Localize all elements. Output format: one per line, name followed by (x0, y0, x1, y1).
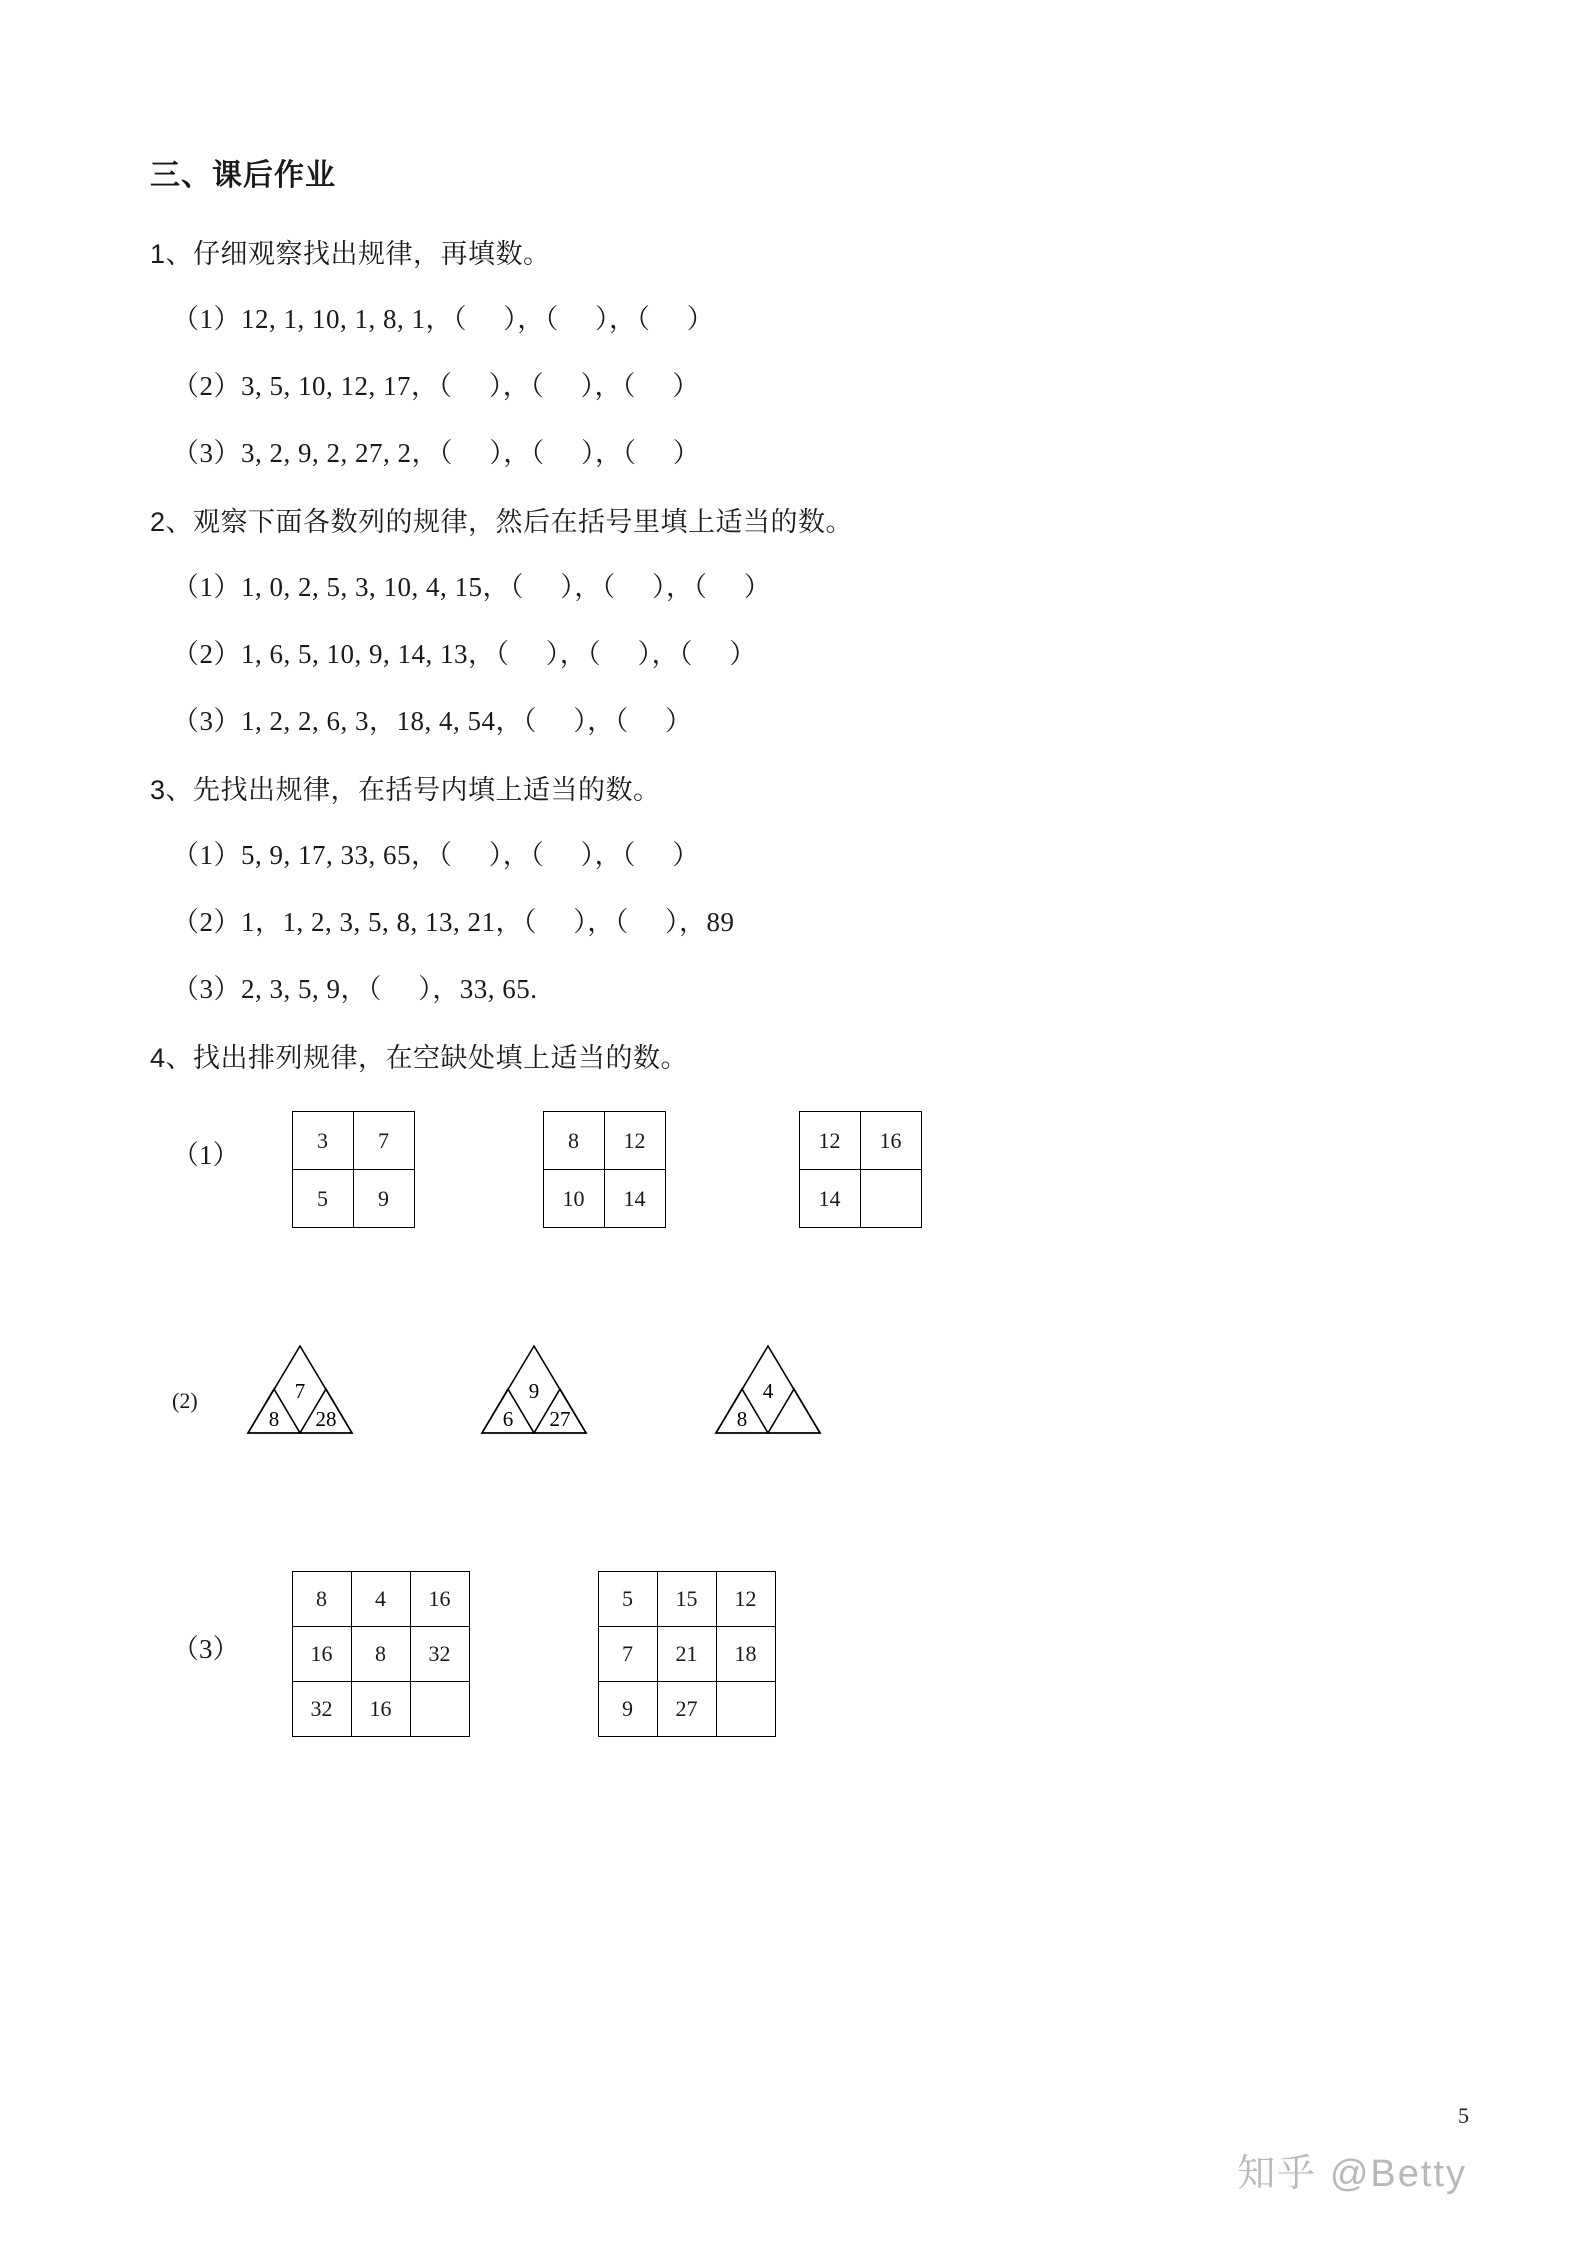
grid-cell: 16 (410, 1572, 469, 1627)
grid-cell: 7 (353, 1112, 414, 1170)
table-row (292, 1112, 414, 1170)
figure-label: （1） (172, 1140, 240, 1170)
figure-label: (2) (172, 1388, 198, 1413)
grid-cell: 27 (657, 1682, 716, 1737)
triangle-top-value: 7 (294, 1379, 305, 1403)
table-row (799, 1112, 921, 1170)
triangle-top-value: 9 (528, 1379, 539, 1403)
number-grid (292, 1111, 415, 1228)
grid-cell: 16 (351, 1682, 410, 1737)
table-row (292, 1170, 414, 1228)
grid-cell: 3 (292, 1112, 353, 1170)
question-item: （1）5, 9, 17, 33, 65，（ ），（ ），（ ） (172, 840, 700, 870)
triangle-figure (474, 1336, 664, 1461)
triangle-left-value: 6 (502, 1407, 513, 1431)
question-item: （3）2, 3, 5, 9，（ ），33, 65. (172, 974, 538, 1004)
page-number: 5 (1458, 2103, 1469, 2128)
grid-cell: 16 (860, 1112, 921, 1170)
grid-cell: 8 (351, 1627, 410, 1682)
grid-cell: 14 (799, 1170, 860, 1228)
question-item: （3）1, 2, 2, 6, 3，18, 4, 54，（ ），（ ） (172, 706, 693, 736)
grid-cell: 8 (543, 1112, 604, 1170)
triangle-left-value: 8 (736, 1407, 747, 1431)
grid-cell: 8 (292, 1572, 351, 1627)
question-item: （1）1, 0, 2, 5, 3, 10, 4, 15，（ ），（ ），（ ） (172, 572, 772, 602)
question-item: （2）1，1, 2, 3, 5, 8, 13, 21，（ ），（ ），89 (172, 907, 735, 937)
question-title: 4、找出排列规律，在空缺处填上适当的数。 (150, 1043, 689, 1073)
grid-cell-blank (410, 1682, 469, 1737)
grid-cell: 12 (716, 1572, 775, 1627)
question-title: 2、观察下面各数列的规律，然后在括号里填上适当的数。 (150, 507, 854, 537)
grid-cell: 12 (799, 1112, 860, 1170)
triangle-svg (240, 1336, 430, 1461)
grid-cell: 4 (351, 1572, 410, 1627)
grid-cell: 5 (598, 1572, 657, 1627)
number-grid (799, 1111, 922, 1228)
watermark (1237, 2142, 1467, 2197)
grid-cell: 7 (598, 1627, 657, 1682)
question-item: （3）3, 2, 9, 2, 27, 2，（ ），（ ），（ ） (172, 438, 701, 468)
question-item: （2）3, 5, 10, 12, 17，（ ），（ ），（ ） (172, 371, 700, 401)
number-grid (543, 1111, 666, 1228)
question-item: （1）12, 1, 10, 1, 8, 1，（ ），（ ），（ ） (172, 304, 715, 334)
table-row (543, 1170, 665, 1228)
table-row (292, 1682, 469, 1737)
grid-cell: 16 (292, 1627, 351, 1682)
grid-cell: 32 (410, 1627, 469, 1682)
question-title: 1、仔细观察找出规律，再填数。 (150, 239, 551, 269)
table-row (292, 1572, 469, 1627)
triangle-right-value: 28 (315, 1407, 337, 1431)
question-block-2 (150, 500, 1450, 738)
figure-part-2 (172, 1336, 1450, 1461)
grid-cell: 10 (543, 1170, 604, 1228)
figure-part-1 (172, 1111, 1450, 1228)
grid-cell-blank (716, 1682, 775, 1737)
number-grid (598, 1571, 776, 1737)
table-row (799, 1170, 921, 1228)
question-item: （2）1, 6, 5, 10, 9, 14, 13，（ ），（ ），（ ） (172, 639, 757, 669)
question-block-4 (150, 1036, 1450, 1737)
triangle-svg (474, 1336, 664, 1461)
figure-label: （3） (172, 1634, 240, 1664)
watermark-text: 知乎 @Betty (1237, 2153, 1467, 2195)
triangle-right-value: 27 (549, 1407, 571, 1431)
grid-cell: 9 (598, 1682, 657, 1737)
triangle-figure (708, 1336, 898, 1461)
table-row (292, 1627, 469, 1682)
table-row (543, 1112, 665, 1170)
grid-cell: 9 (353, 1170, 414, 1228)
question-title: 3、先找出规律，在括号内填上适当的数。 (150, 775, 661, 805)
grid-cell: 32 (292, 1682, 351, 1737)
triangle-svg (708, 1336, 898, 1461)
section-heading: 三、课后作业 (150, 159, 336, 192)
grid-cell: 12 (604, 1112, 665, 1170)
page-content (150, 150, 1450, 1767)
table-row (598, 1572, 775, 1627)
grid-cell: 18 (716, 1627, 775, 1682)
triangle-figure (240, 1336, 430, 1461)
grid-cell: 5 (292, 1170, 353, 1228)
triangle-top-value: 4 (762, 1379, 773, 1403)
question-block-1 (150, 232, 1450, 470)
question-block-3 (150, 768, 1450, 1006)
grid-cell-blank (860, 1170, 921, 1228)
grid-cell: 14 (604, 1170, 665, 1228)
table-row (598, 1682, 775, 1737)
figure-part-3 (172, 1571, 1450, 1737)
grid-cell: 15 (657, 1572, 716, 1627)
grid-cell: 21 (657, 1627, 716, 1682)
number-grid (292, 1571, 470, 1737)
table-row (598, 1627, 775, 1682)
triangle-left-value: 8 (268, 1407, 279, 1431)
